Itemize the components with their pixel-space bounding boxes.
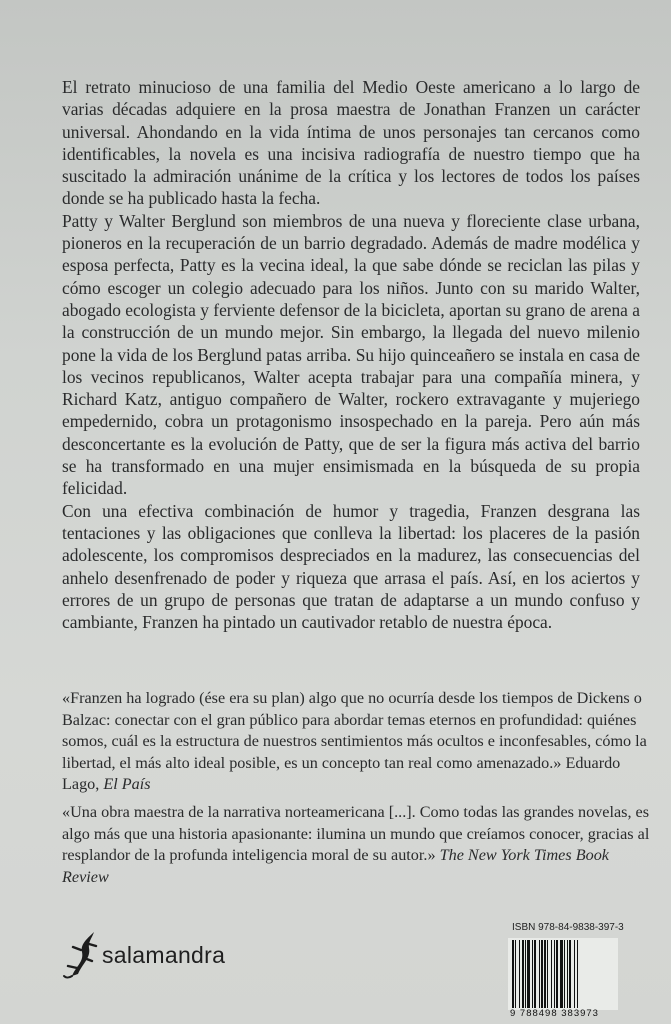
barcode-bars xyxy=(512,940,614,1008)
barcode-bar xyxy=(574,940,575,1008)
barcode-bar xyxy=(577,940,578,1008)
publisher-logo xyxy=(62,928,232,980)
press-quote xyxy=(62,802,652,888)
press-quotes xyxy=(62,688,652,894)
barcode-bar xyxy=(532,940,533,1008)
barcode-bar xyxy=(547,940,548,1008)
salamander-icon xyxy=(62,928,102,980)
barcode-bar xyxy=(564,940,565,1008)
isbn-label: ISBN 978-84-9838-397-3 xyxy=(512,922,624,933)
publisher-name: salamandra xyxy=(102,942,226,968)
quote-text: «Franzen ha logrado (ése era su plan) algo que no ocurría desde los tiempos de Dickens o Balzac: conectar con el gran público para abordar temas eternos en profundidad: quiénes somos, cuál es la estructura de nuestros sentimientos más ocultos e inconfesables, cómo la libertad, el más alto ideal posible, es un concepto tan real como amenazado.» xyxy=(62,689,647,772)
barcode-bar xyxy=(527,940,530,1008)
barcode-bar xyxy=(544,940,546,1008)
barcode-bar xyxy=(551,940,552,1008)
quote-author: Eduardo Lago, xyxy=(62,753,621,794)
barcode-bar xyxy=(539,940,540,1008)
barcode-bar xyxy=(515,940,516,1008)
barcode-bar xyxy=(560,940,563,1008)
barcode-bar xyxy=(567,940,568,1008)
quote-source: El País xyxy=(103,775,151,794)
synopsis xyxy=(62,76,640,633)
barcode-bar xyxy=(519,940,520,1008)
barcode-digits: 9 788498 383973 xyxy=(510,1008,599,1019)
barcode-bar xyxy=(569,940,571,1008)
press-quote xyxy=(62,688,652,796)
synopsis-paragraph: El retrato minucioso de una familia del Medio Oeste americano a lo largo de varias décadas adquiere en la prosa maestra de Jonathan Franzen un carácter universal. Ahondando en la vida íntima de unos personajes tan cercanos como identificables, la novela es una incisiva radiografía de nuestro tiempo que ha suscitado la admiración unánime de la crítica y los lectores de todos los países donde se ha publicado hasta la fecha. xyxy=(62,77,640,209)
barcode xyxy=(508,938,618,1010)
barcode-bar xyxy=(556,940,558,1008)
barcode-bar xyxy=(541,940,543,1008)
barcode-bar xyxy=(512,940,514,1008)
barcode-bar xyxy=(525,940,526,1008)
barcode-bar xyxy=(522,940,524,1008)
barcode-bar xyxy=(554,940,555,1008)
synopsis-paragraph: Patty y Walter Berglund son miembros de una nueva y floreciente clase urbana, pioneros en la recuperación de un barrio degradado. Además de madre modélica y esposa perfecta, Patty es la vecina ideal, la que sabe dónde se reciclan las pilas y cómo escoger un colegio adecuado para los niños. Junto con su marido Walter, abogado ecologista y ferviente defensor de la bicicleta, aportan su grano de arena a la construcción de un mundo mejor. Sin embargo, la llegada del nuevo milenio pone la vida de los Berglund patas arriba. Su hijo quinceañero se instala en casa de los vecinos republicanos, Walter acepta trabajar para una compañía minera, y Richard Katz, antiguo compañero de Walter, rockero extravagante y mujeriego empedernido, cobra un protagonismo insospechado en la pareja. Pero aún más desconcertante es la evolución de Patty, que de ser la figura más activa del barrio se ha transformado en una mujer ensimismada en la búsqueda de su propia felicidad. xyxy=(62,210,640,499)
quote-text: «Una obra maestra de la narrativa norteamericana [...]. Como todas las grandes novelas, es algo más que una historia apasionante: ilumina un mundo que creíamos conocer, gracias al resplandor de la profunda inteligencia moral de su autor.» xyxy=(62,802,650,865)
quote-source: The New York Times Book Review xyxy=(62,846,609,886)
barcode-bar xyxy=(534,940,536,1008)
synopsis-paragraph: Con una efectiva combinación de humor y tragedia, Franzen desgrana las tentaciones y las obligaciones que conlleva la libertad: los placeres de la pasión adolescente, los compromisos despreciados en la madurez, las consecuencias del anhelo desenfrenado de poder y riqueza que arrasa el país. Así, en los aciertos y errores de un grupo de personas que tratan de adaptarse a un mundo confuso y cambiante, Franzen ha pintado un cautivador retablo de nuestra época. xyxy=(62,500,640,633)
